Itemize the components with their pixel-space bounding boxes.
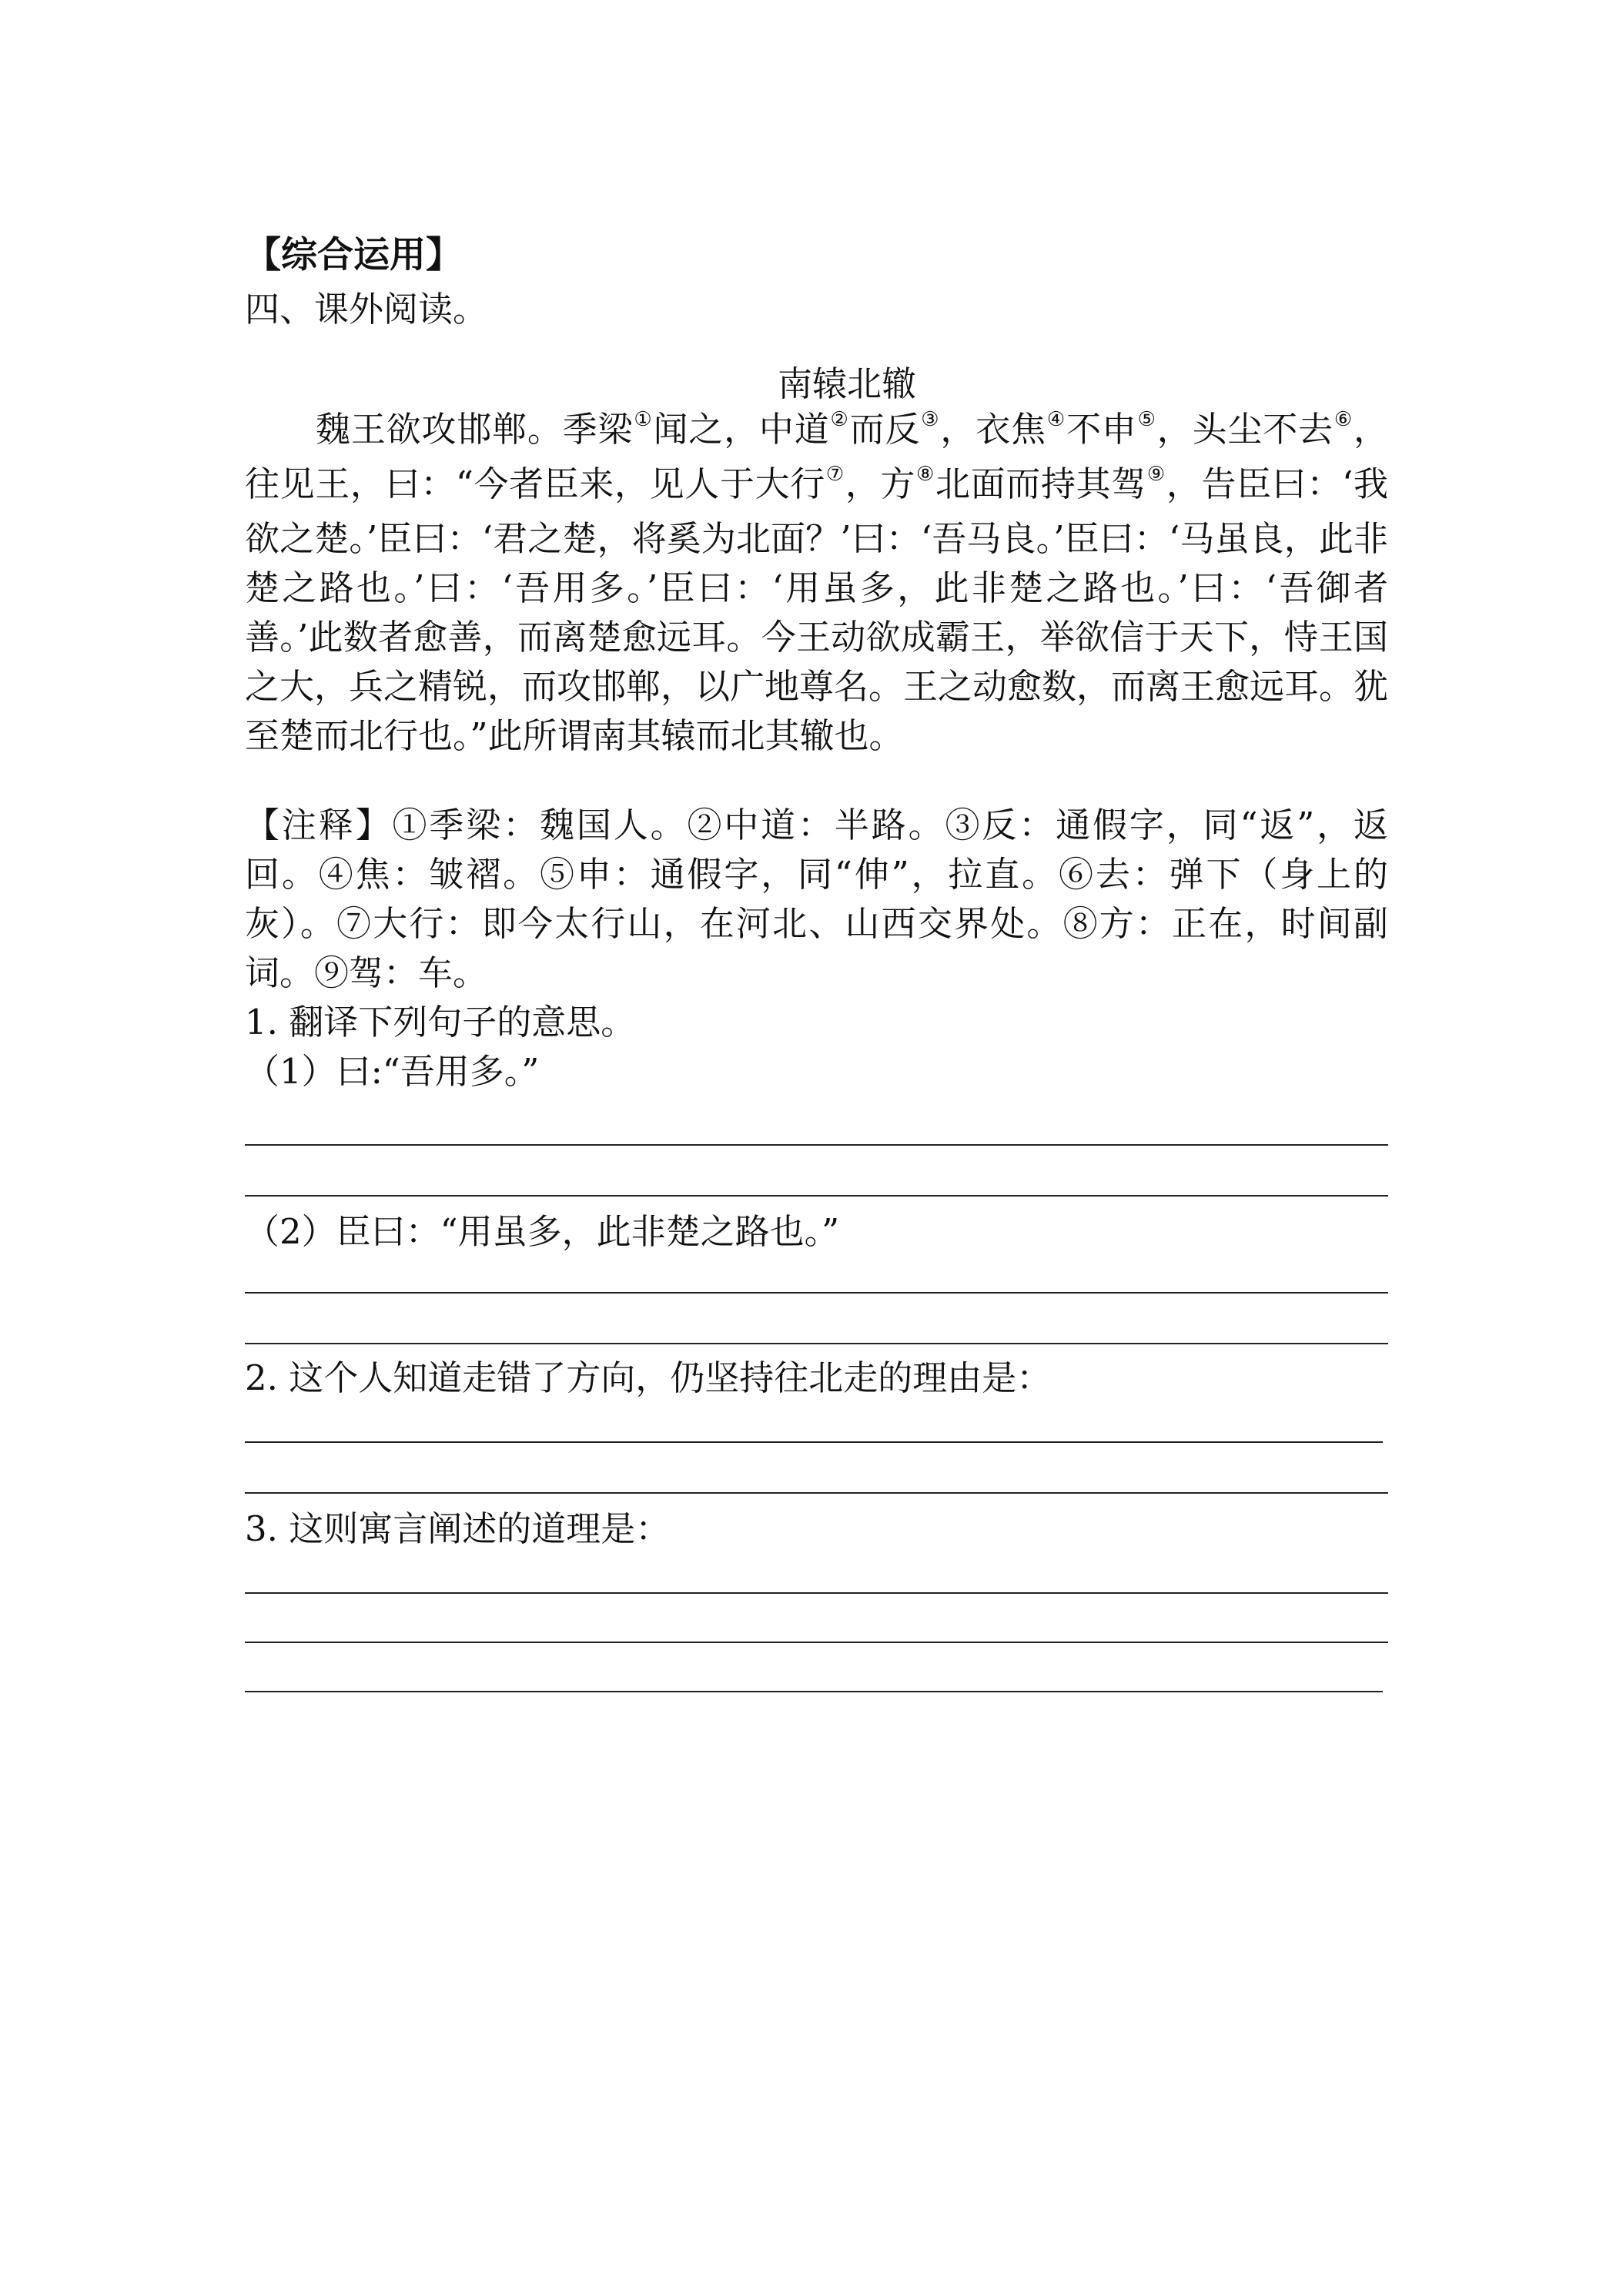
answer-line[interactable] [245,1492,1388,1494]
footnote-marker: ② [830,408,849,431]
footnote-marker: ① [634,408,653,431]
footnote-marker: ⑥ [1334,408,1353,431]
passage-text: ，方 [845,464,916,504]
section-heading: 【综合运用】 [245,234,462,276]
question-3-prompt: 3. 这则寓言阐述的道理是： [245,1508,671,1549]
passage-text: ，衣焦 [940,409,1046,450]
footnote-marker: ⑤ [1137,408,1156,431]
footnote-marker: ③ [921,408,940,431]
footnote-marker: ④ [1046,408,1066,431]
answer-line[interactable] [245,1592,1388,1594]
answer-line[interactable] [245,1292,1388,1294]
passage-text: 闻之，中道 [653,409,830,450]
passage-text: ，告臣曰：‘我欲之楚。’臣曰：‘君之楚，将奚为北面？’曰：‘吾马良。’臣曰：‘马虽良，此非楚之路也。’曰：‘吾用多。’臣曰：‘用虽多，此非楚之路也。’曰：‘吾御者善。’此数者愈善，而离楚愈远耳。今王动欲成霸王，举欲信于天下，恃王国之大，兵之精锐，而攻邯郸，以广地尊名。王之动愈数，而离王愈远耳。犹至楚而北行也。”此所谓南其辕而北其辙也。 [245,464,1389,756]
question-1-prompt: 1. 翻译下列句子的意思。 [245,1002,636,1043]
passage-text: 不申 [1066,409,1137,450]
question-2-prompt: 2. 这个人知道走错了方向，仍坚持往北走的理由是： [245,1357,1052,1398]
answer-line[interactable] [245,1343,1388,1344]
answer-line[interactable] [245,1441,1383,1443]
passage-text: 魏王欲攻邯郸。季梁 [316,409,634,450]
notes-paragraph: 【注释】①季梁：魏国人。②中道：半路。③反：通假字，同“返”，返回。④焦：皱褶。⑤申：通假字，同“伸”，拉直。⑥去：弹下（身上的灰）。⑦大行：即今太行山，在河北、山西交界处。⑧方：正在，时间副词。⑨驾：车。 [245,805,1388,993]
passage-text: 而反 [849,409,921,450]
answer-line[interactable] [245,1642,1388,1643]
passage-text: 北面而持其驾 [935,464,1146,504]
footnote-marker: ⑧ [916,463,935,486]
question-1-sub-1: （1）曰:“吾用多。” [245,1051,540,1092]
answer-line[interactable] [245,1691,1383,1692]
footnote-marker: ⑨ [1146,463,1166,486]
passage-title: 南辕北辙 [778,363,917,404]
footnote-marker: ⑦ [825,463,845,486]
passage-text: ，往见王，曰：“今者臣来，见人于大行 [245,409,1388,504]
question-1-sub-2: （2）臣曰：“用虽多，此非楚之路也。” [245,1211,840,1252]
answer-line[interactable] [245,1195,1388,1197]
part-heading: 四、课外阅读。 [245,289,488,330]
passage-body [245,405,1388,761]
passage-text: ，头尘不去 [1156,409,1334,450]
answer-line[interactable] [245,1144,1388,1146]
